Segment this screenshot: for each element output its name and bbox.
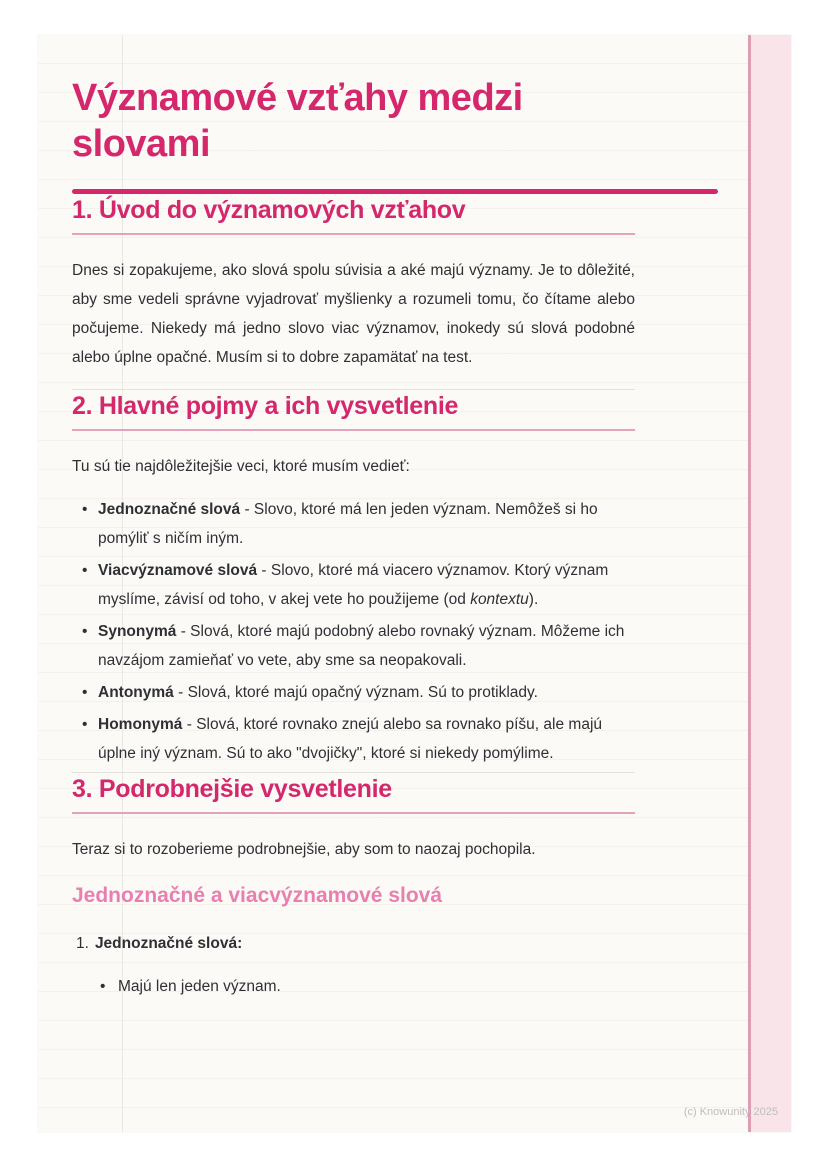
term-definition: Slová, ktoré majú opačný význam. Sú to protiklady. — [187, 684, 538, 701]
term-separator: - — [176, 623, 191, 640]
italic-word: kontextu — [470, 591, 529, 608]
section-2-intro: Tu sú tie najdôležitejšie veci, ktoré musím vedieť: — [72, 458, 410, 475]
term-definition: Slovo, ktoré má len jeden význam. Nemôžeš si ho pomýliť s ničím iným. — [98, 501, 598, 547]
term-label: Homonymá — [98, 716, 183, 733]
term-label: Antonymá — [98, 684, 174, 701]
term-label: Jednoznačné slová — [98, 501, 241, 518]
page-title: Významové vzťahy medzi slovami — [72, 77, 523, 165]
section-heading-2: 2. Hlavné pojmy a ich vysvetlenie — [72, 392, 459, 420]
term-definition-list — [72, 495, 635, 768]
item-number: 1. — [76, 935, 89, 952]
section-heading-3: 3. Podrobnejšie vysvetlenie — [72, 775, 392, 803]
term-definition: Slová, ktoré majú podobný alebo rovnaký význam. Môžeme ich navzájom zamieňať vo vete, aby sme sa neopakovali. — [98, 623, 625, 669]
section-underline-3 — [72, 812, 635, 814]
document-content — [72, 35, 635, 1001]
section-1-paragraph: Dnes si zopakujeme, ako slová spolu súvisia a aké majú významy. Je to dôležité, aby sme vedeli správne vyjadrovať myšlienky a rozumeli tomu, čo čítame alebo počujeme. Niekedy má jedno slovo viac významov, inokedy sú slová podobné alebo úplne opačné. Musím si to dobre zapamätať na test. — [72, 262, 635, 366]
decorative-side-stripe — [748, 35, 791, 1132]
section-3-paragraph: Teraz si to rozoberieme podrobnejšie, aby som to naozaj pochopila. — [72, 841, 536, 858]
document-page — [38, 35, 791, 1132]
subsection-heading: Jednoznačné a viacvýznamové slová — [72, 884, 443, 907]
term-definition-after: ). — [528, 591, 539, 608]
section-underline-1 — [72, 233, 635, 235]
term-label: Viacvýznamové slová — [98, 562, 258, 579]
list-item-antonyma — [72, 678, 635, 707]
term-separator: - — [173, 684, 188, 701]
list-item-homonyma — [72, 710, 635, 768]
nested-list-item: • Majú len jeden význam. — [72, 972, 635, 1001]
term-separator: - — [240, 501, 254, 518]
term-separator: - — [182, 716, 197, 733]
term-label: Synonymá — [98, 623, 177, 640]
term-definition: Slovo, ktoré má viacero významov. Ktorý význam myslíme, závisí od toho, v akej vete ho použijeme (od — [98, 562, 609, 608]
nested-bullet-list — [72, 972, 635, 1001]
term-separator: - — [257, 562, 271, 579]
list-item-jednoznacne — [72, 495, 635, 553]
list-item-synonyma — [72, 617, 635, 675]
section-underline-2 — [72, 429, 635, 431]
section-heading-1: 1. Úvod do významových vzťahov — [72, 196, 466, 224]
watermark: (c) Knowunity 2025 — [683, 1106, 778, 1118]
item-term: Jednoznačné slová: — [94, 935, 243, 952]
numbered-item-1 — [72, 929, 635, 958]
term-definition: Slová, ktoré rovnako znejú alebo sa rovnako píšu, ale majú úplne iný význam. Sú to ako "dvojičky", ktoré si niekedy pomýlime. — [98, 716, 603, 762]
list-item-viacvyznamove — [72, 556, 635, 614]
